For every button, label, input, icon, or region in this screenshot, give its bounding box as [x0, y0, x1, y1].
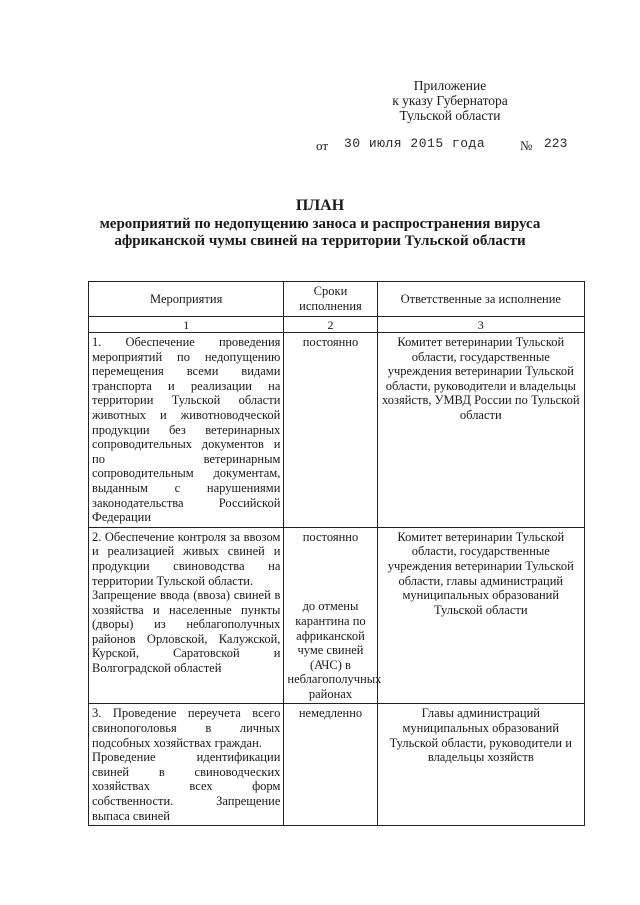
- appendix-line-1: Приложение: [413, 78, 487, 93]
- column-number: 3: [377, 317, 584, 333]
- row-3-measure-text-2: Проведение идентификации свиней в свиноводческих хозяйствах всех форм собственности. Запрещение выпаса свиней: [92, 750, 281, 823]
- term-spacer: [287, 544, 373, 599]
- plan-table: [88, 281, 585, 826]
- appendix-line-2: к указу Губернатора: [392, 93, 508, 108]
- column-number: 1: [89, 317, 284, 333]
- row-1-term-text: постоянно: [302, 335, 359, 349]
- row-2-term-text-1: постоянно: [302, 529, 359, 544]
- row-2-term-text-2: до отмены карантина по африканской чуме свиней (АЧС) в неблагополучных районах: [287, 599, 382, 701]
- table-header-row: [89, 282, 585, 317]
- appendix-line-3: Тульской области: [399, 108, 501, 123]
- decree-from-label: от: [316, 138, 329, 153]
- row-2-measures: [89, 527, 284, 704]
- header-responsible: Ответственные за исполнение: [377, 282, 584, 317]
- header-terms: Сроки исполнения: [284, 282, 377, 317]
- title-line-2: мероприятий по недопущению заноса и распространения вируса: [99, 216, 541, 232]
- appendix-block: [330, 78, 570, 123]
- table-row: [89, 527, 585, 704]
- decree-date: 30 июля 2015 года: [344, 136, 486, 151]
- row-2-responsible: Комитет ветеринарии Тульской области, государственные учреждения ветеринарии Тульской области, главы администраций муниципальных образований Тульской области: [377, 527, 584, 704]
- row-3-measure-text-1: 3. Проведение переучета всего свинопоголовья в личных подсобных хозяйствах граждан.: [92, 706, 281, 750]
- row-1-responsible: Комитет ветеринарии Тульской области, государственные учреждения ветеринарии Тульской области, руководители и владельцы хозяйств, УМВД России по Тульской области: [377, 333, 584, 528]
- row-2-measure-text-1: 2. Обеспечение контроля за ввозом и реализацией живых свиней и продукции свиноводства на территории Тульской области.: [92, 529, 281, 588]
- decree-number: 223: [544, 136, 568, 151]
- row-1-measures: [89, 333, 284, 528]
- column-number-row: [89, 317, 585, 333]
- document-title: [80, 197, 560, 250]
- decree-number-label: №: [520, 138, 533, 153]
- row-2-measure-text-2: Запрещение ввода (ввоза) свиней в хозяйства и населенные пункты (дворы) из неблагополучных районов Орловской, Калужской, Курской, Саратовской и Волгоградской областей: [92, 588, 281, 676]
- column-number: 2: [284, 317, 377, 333]
- row-3-terms: [284, 704, 377, 826]
- row-3-measures: [89, 704, 284, 826]
- row-1-measure-text: 1. Обеспечение проведения мероприятий по недопущению перемещения всеми видами транспорта и реализации на территории Тульской области животных и животноводческой продукции без ветеринарных сопроводительных документов и по ветеринарным сопроводительным документам, выданным с нарушениями законодательства Российской Федерации: [92, 335, 281, 525]
- row-3-term-text: немедленно: [298, 706, 363, 721]
- title-main: ПЛАН: [295, 197, 345, 214]
- table-row: [89, 333, 585, 528]
- table-row: [89, 704, 585, 826]
- decree-line: [312, 136, 582, 156]
- row-1-terms: [284, 333, 377, 528]
- header-measures: Мероприятия: [89, 282, 284, 317]
- row-2-terms: [284, 527, 382, 704]
- title-line-3: африканской чумы свиней на территории Тульской области: [114, 233, 526, 249]
- row-3-responsible: Главы администраций муниципальных образований Тульской области, руководители и владельцы хозяйств: [377, 704, 584, 826]
